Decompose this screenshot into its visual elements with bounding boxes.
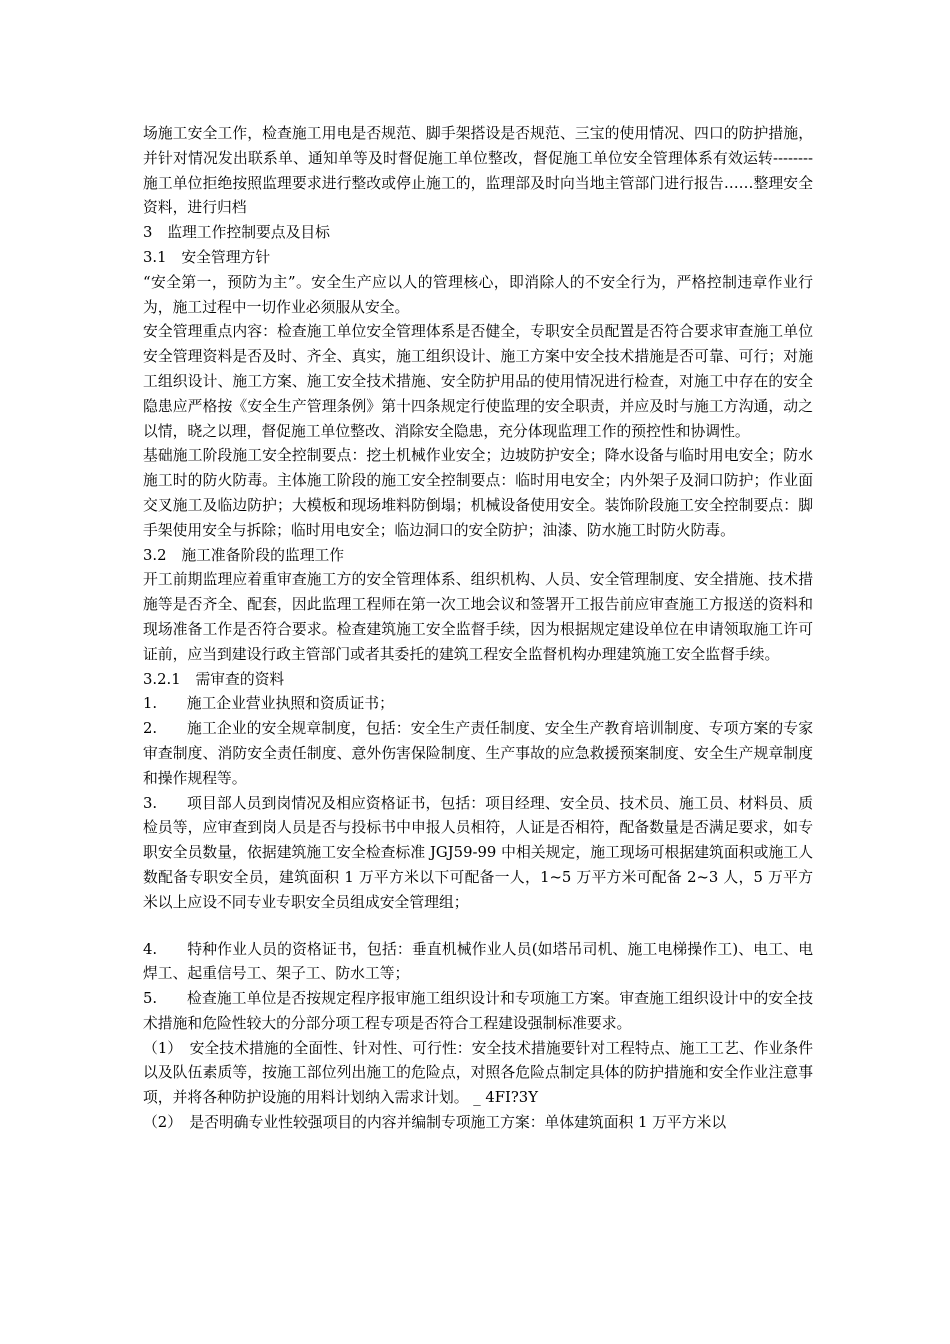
list-item-3: 3. 项目部人员到岗情况及相应资格证书，包括：项目经理、安全员、技术员、施工员、材料员、质检员等，应审查到岗人员是否与投标书中申报人员相符，人证是否相符，配备数量是否满足要求，如专职安全员数量，依据建筑施工安全检查标准 JGJ59-99 中相关规定，施工现场可根据建筑面积或施工人数配备专职安全员，建筑面积 1 万平方米以下可配备一人，1~5 万平方米可配备 2~3 人，5 万平方米以上应设不同专业专职安全员组成安全管理组； xyxy=(143,794,813,911)
paragraph-control-points: 基础施工阶段施工安全控制要点：挖土机械作业安全；边坡防护安全；降水设备与临时用电安全；防水施工时的防火防毒。主体施工阶段的施工安全控制要点：临时用电安全；内外架子及洞口防护；作业面交叉施工及临边防护；大模板和现场堆料防倒塌；机械设备使用安全。装饰阶段施工安全控制要点：脚手架使用安全与拆除；临时用电安全；临边洞口的安全防护；油漆、防水施工时防火防毒。 xyxy=(143,447,813,539)
heading-section-3-2: 3.2 施工准备阶段的监理工作 xyxy=(143,546,345,564)
paragraph-intro: 场施工安全工作，检查施工用电是否规范、脚手架搭设是否规范、三宝的使用情况、四口的防护措施，并针对情况发出联系单、通知单等及时督促施工单位整改，督促施工单位安全管理体系有效运转--------施工单位拒绝按照监理要求进行整改或停止施工的，监理部及时向当地主管部门进行报告……整理安全资料，进行归档 xyxy=(143,125,813,217)
document-body xyxy=(143,122,813,1136)
sub-item-1: （1） 安全技术措施的全面性、针对性、可行性：安全技术措施要针对工程特点、施工工艺、作业条件以及队伍素质等，按施工部位列出施工的危险点，对照各危险点制定具体的防护措施和安全作业注意事项，并将各种防护设施的用料计划纳入需求计划。 _ 4FI?3Y xyxy=(143,1039,813,1107)
heading-section-3-2-1: 3.2.1 需审查的资料 xyxy=(143,670,285,688)
paragraph-safety-policy: “安全第一，预防为主”。安全生产应以人的管理核心，即消除人的不安全行为，严格控制违章作业行为，施工过程中一切作业必须服从安全。 xyxy=(143,273,813,316)
list-item-4: 4. 特种作业人员的资格证书，包括：垂直机械作业人员(如塔吊司机、施工电梯操作工)、电工、电焊工、起重信号工、架子工、防水工等； xyxy=(143,940,813,983)
heading-section-3: 3 监理工作控制要点及目标 xyxy=(143,224,330,242)
list-item-1: 1. 施工企业营业执照和资质证书； xyxy=(143,695,394,713)
list-item-5: 5. 检查施工单位是否按规定程序报审施工组织设计和专项施工方案。审查施工组织设计中的安全技术措施和危险性较大的分部分项工程专项是否符合工程建设强制标准要求。 xyxy=(143,990,813,1032)
heading-section-3-1: 3.1 安全管理方针 xyxy=(143,248,271,266)
list-item-2: 2. 施工企业的安全规章制度，包括：安全生产责任制度、安全生产教育培训制度、专项方案的专家审查制度、消防安全责任制度、意外伤害保险制度、生产事故的应急救援预案制度、安全生产规章制度和操作规程等。 xyxy=(143,720,813,787)
paragraph-preparation: 开工前期监理应着重审查施工方的安全管理体系、组织机构、人员、安全管理制度、安全措施、技术措施等是否齐全、配套，因此监理工程师在第一次工地会议和签署开工报告前应审查施工方报送的资料和现场准备工作是否符合要求。检查建筑施工安全监督手续，因为根据规定建设单位在申请领取施工许可证前，应当到建设行政主管部门或者其委托的建筑工程安全监督机构办理建筑施工安全监督手续。 xyxy=(143,571,813,663)
sub-item-2: （2） 是否明确专业性较强项目的内容并编制专项施工方案：单体建筑面积 1 万平方米以 xyxy=(143,1114,727,1132)
paragraph-key-content: 安全管理重点内容：检查施工单位安全管理体系是否健全，专职安全员配置是否符合要求审查施工单位安全管理资料是否及时、齐全、真实，施工组织设计、施工方案中安全技术措施是否可靠、可行；对施工组织设计、施工方案、施工安全技术措施、安全防护用品的使用情况进行检查，对施工中存在的安全隐患应严格按《安全生产管理条例》第十四条规定行使监理的安全职责，并应及时与施工方沟通，动之以情，晓之以理，督促施工单位整改、消除安全隐患，充分体现监理工作的预控性和协调性。 xyxy=(143,323,813,440)
blank-line xyxy=(143,916,813,938)
